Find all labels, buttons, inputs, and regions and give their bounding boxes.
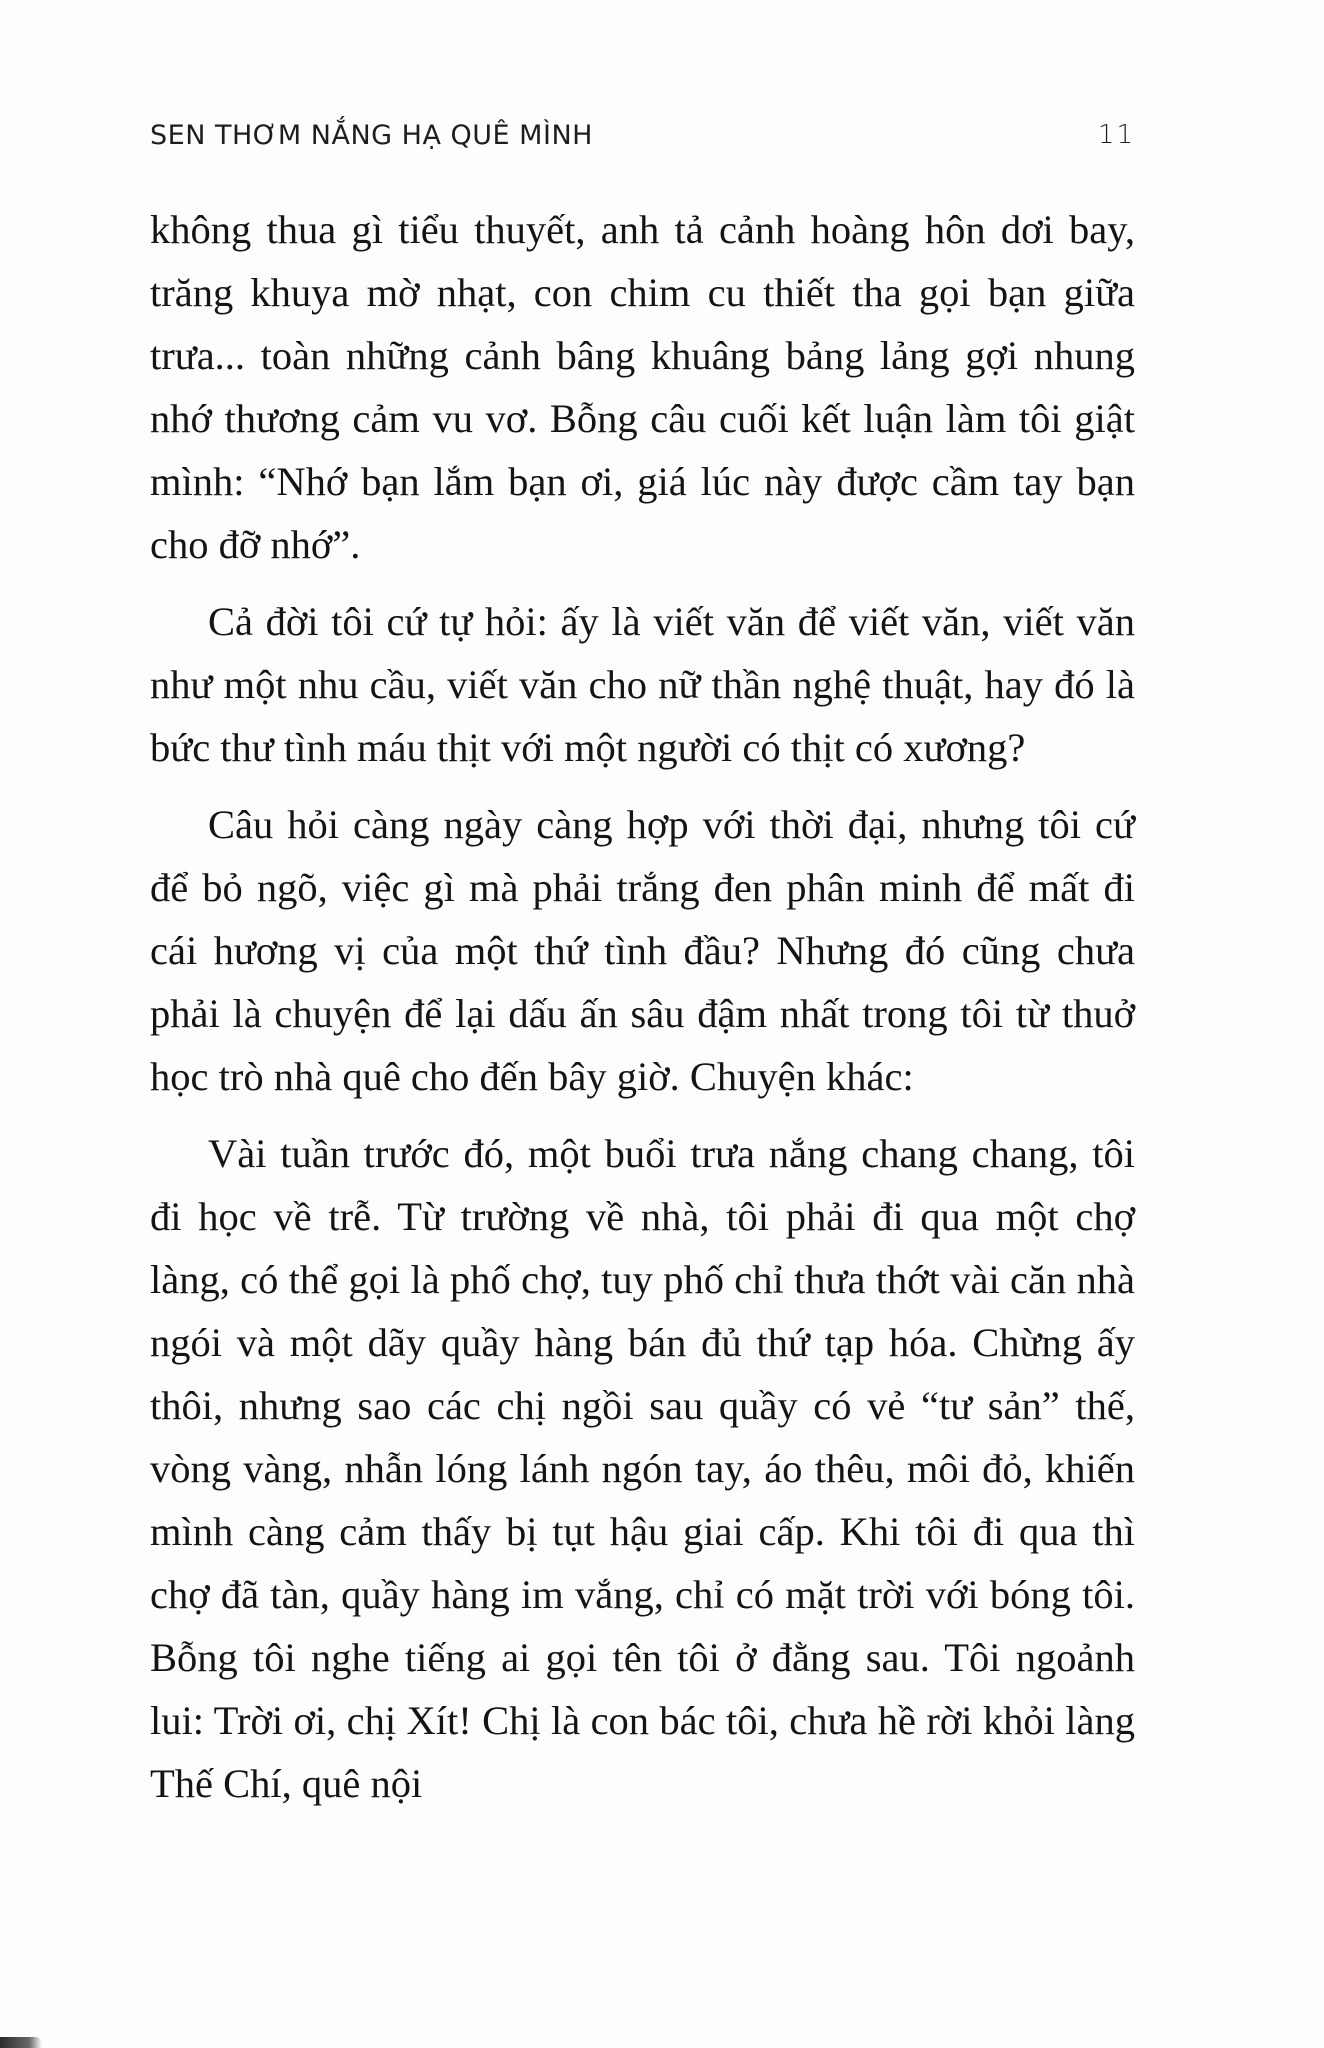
- scan-edge-mark: [0, 2037, 42, 2048]
- page-number: 11: [1097, 120, 1135, 150]
- running-header: [150, 115, 1135, 155]
- paragraph: Vài tuần trước đó, một buổi trưa nắng chang chang, tôi đi học về trễ. Từ trường về nhà, tôi phải đi qua một chợ làng, có thể gọi là phố chợ, tuy phố chỉ thưa thớt vài căn nhà ngói và một dãy quầy hàng bán đủ thứ tạp hóa. Chừng ấy thôi, nhưng sao các chị ngồi sau quầy có vẻ “tư sản” thế, vòng vàng, nhẫn lóng lánh ngón tay, áo thêu, môi đỏ, khiến mình càng cảm thấy bị tụt hậu giai cấp. Khi tôi đi qua thì chợ đã tàn, quầy hàng im vắng, chỉ có mặt trời với bóng tôi. Bỗng tôi nghe tiếng ai gọi tên tôi ở đằng sau. Tôi ngoảnh lui: Trời ơi, chị Xít! Chị là con bác tôi, chưa hề rời khỏi làng Thế Chí, quê nội: [150, 1131, 1135, 1806]
- paragraph-continued: không thua gì tiểu thuyết, anh tả cảnh hoàng hôn dơi bay, trăng khuya mờ nhạt, con chim cu thiết tha gọi bạn giữa trưa... toàn những cảnh bâng khuâng bảng lảng gợi nhung nhớ thương cảm vu vơ. Bỗng câu cuối kết luận làm tôi giật mình: “Nhớ bạn lắm bạn ơi, giá lúc này được cầm tay bạn cho đỡ nhớ”.: [150, 207, 1135, 567]
- body-text: [150, 198, 1135, 1815]
- running-header-title: SEN THƠM NẮNG HẠ QUÊ MÌNH: [150, 119, 593, 151]
- paragraph: Câu hỏi càng ngày càng hợp với thời đại, nhưng tôi cứ để bỏ ngõ, việc gì mà phải trắng đen phân minh để mất đi cái hương vị của một thứ tình đầu? Nhưng đó cũng chưa phải là chuyện để lại dấu ấn sâu đậm nhất trong tôi từ thuở học trò nhà quê cho đến bây giờ. Chuyện khác:: [150, 802, 1135, 1099]
- paragraph: Cả đời tôi cứ tự hỏi: ấy là viết văn để viết văn, viết văn như một nhu cầu, viết văn cho nữ thần nghệ thuật, hay đó là bức thư tình máu thịt với một người có thịt có xương?: [150, 599, 1135, 770]
